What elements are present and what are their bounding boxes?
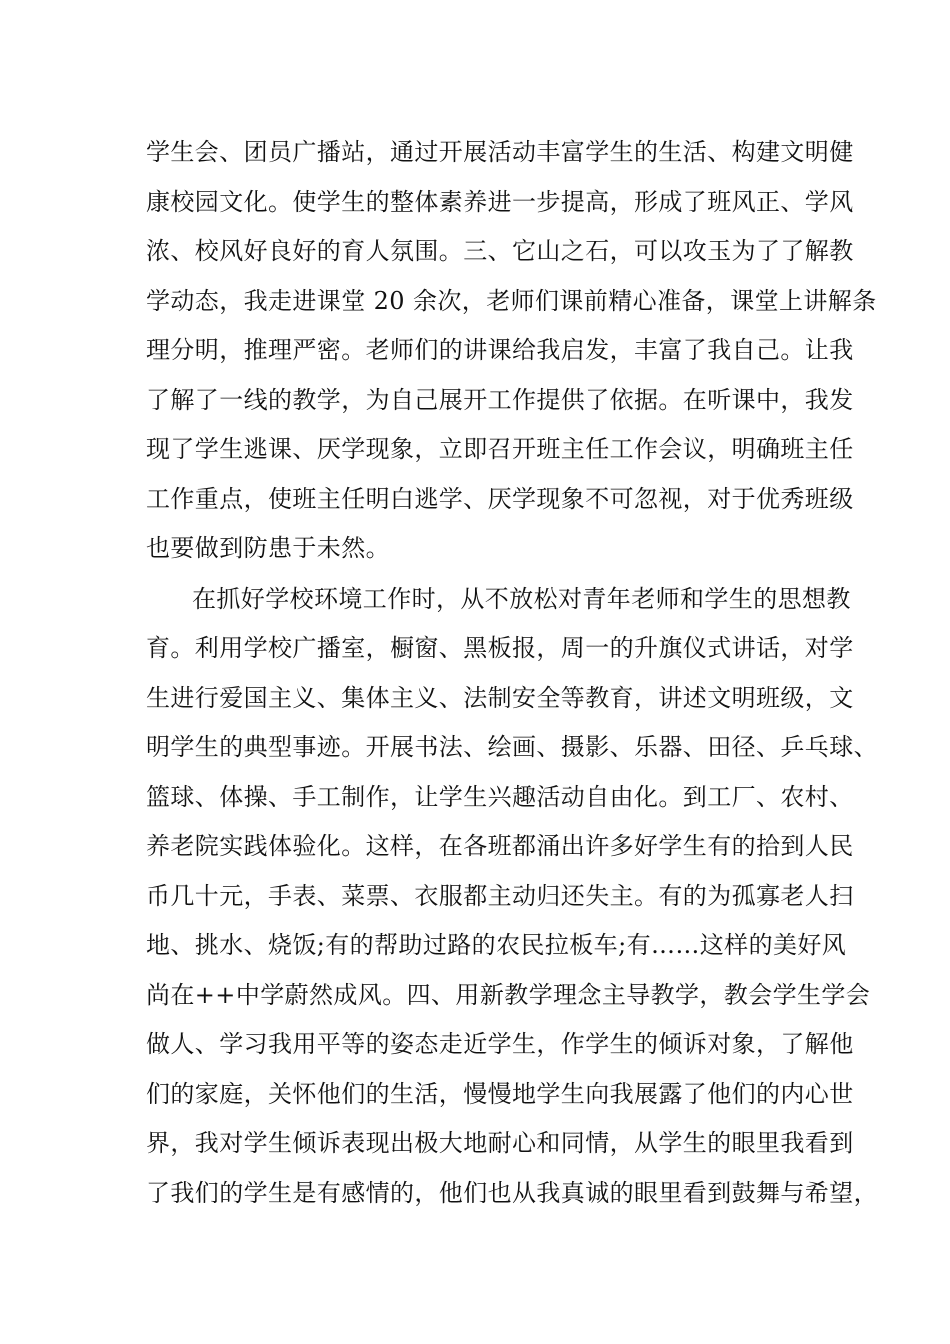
text-line: 地、挑水、烧饭;有的帮助过路的农民拉板车;有……这样的美好风 (146, 931, 847, 959)
text-line: 篮球、体操、手工制作，让学生兴趣活动自由化。到工厂、农村、 (146, 783, 854, 811)
text-line: 浓、校风好良好的育人氛围。三、它山之石，可以攻玉为了了解教 (146, 237, 854, 265)
text-line: 学动态，我走进课堂 20 余次，老师们课前精心准备，课堂上讲解条 (146, 287, 877, 315)
text-line: 了我们的学生是有感情的，他们也从我真诚的眼里看到鼓舞与希望， (146, 1179, 878, 1207)
text-line: 界，我对学生倾诉表现出极大地耐心和同情，从学生的眼里我看到 (146, 1129, 854, 1157)
text-line: 工作重点，使班主任明白逃学、厌学现象不可忽视，对于优秀班级 (146, 485, 854, 513)
text-line: 明学生的典型事迹。开展书法、绘画、摄影、乐器、田径、乒乓球、 (146, 733, 878, 761)
text-line: 理分明，推理严密。老师们的讲课给我启发，丰富了我自己。让我 (146, 336, 854, 364)
text-line: 尚在++中学蔚然成风。四、用新教学理念主导教学，教会学生学会 (146, 981, 871, 1009)
text-line: 做人、学习我用平等的姿态走近学生，作学生的倾诉对象，了解他 (146, 1030, 854, 1058)
text-line: 学生会、团员广播站，通过开展活动丰富学生的生活、构建文明健 (146, 138, 854, 166)
text-line: 币几十元，手表、菜票、衣服都主动归还失主。有的为孤寡老人扫 (146, 882, 854, 910)
text-line: 育。利用学校广播室，橱窗、黑板报，周一的升旗仪式讲话，对学 (146, 634, 854, 662)
text-line: 也要做到防患于未然。 (146, 534, 390, 562)
text-line: 现了学生逃课、厌学现象，立即召开班主任工作会议，明确班主任 (146, 435, 854, 463)
text-line: 养老院实践体验化。这样，在各班都涌出许多好学生有的拾到人民 (146, 832, 854, 860)
text-line: 了解了一线的教学，为自己展开工作提供了依据。在听课中，我发 (146, 386, 854, 414)
paragraph-start-line: 在抓好学校环境工作时，从不放松对青年老师和学生的思想教 (192, 585, 851, 613)
text-line: 们的家庭，关怀他们的生活，慢慢地学生向我展露了他们的内心世 (146, 1080, 854, 1108)
text-line: 生进行爱国主义、集体主义、法制安全等教育，讲述文明班级，文 (146, 684, 854, 712)
text-line: 康校园文化。使学生的整体素养进一步提高，形成了班风正、学风 (146, 188, 854, 216)
